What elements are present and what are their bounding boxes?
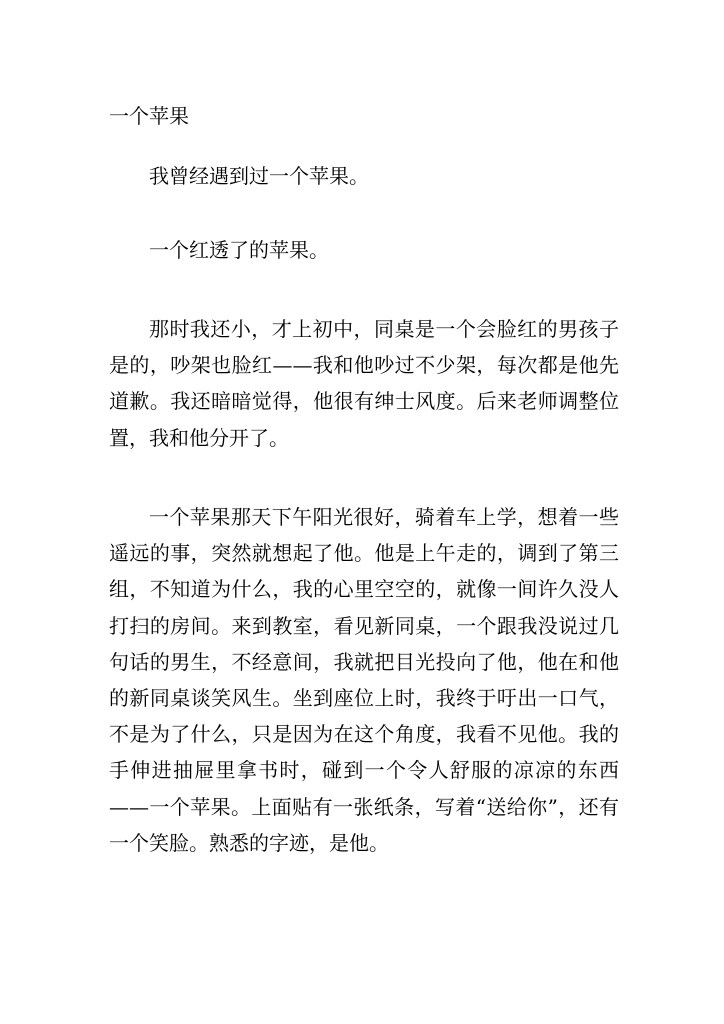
paragraph-1: 我曾经遇到过一个苹果。 — [149, 164, 369, 188]
paragraph-2: 一个红透了的苹果。 — [149, 238, 329, 262]
paragraph-4: 一个苹果那天下午阳光很好，骑着车上学，想着一些遥远的事，突然就想起了他。他是上午走的，调到了第三组，不知道为什么，我的心里空空的，就像一间许久没人打扫的房间。来到教室，看见新同桌，一个跟我没说过几句话的男生，不经意间，我就把目光投向了他，他在和他的新同桌谈笑风生。坐到座位上时，我终于吁出一口气，不是为了什么，只是因为在这个角度，我看不见他。我的手伸进抽屉里拿书时，碰到一个令人舒服的凉凉的东西——一个苹果。上面贴有一张纸条，写着“送给你”，还有一个笑脸。熟悉的字迹，是他。 — [109, 505, 619, 855]
paragraph-3: 那时我还小，才上初中，同桌是一个会脸红的男孩子是的，吵架也脸红——我和他吵过不少架，每次都是他先道歉。我还暗暗觉得，他很有绅士风度。后来老师调整位置，我和他分开了。 — [109, 317, 619, 450]
document-title: 一个苹果 — [109, 104, 189, 128]
